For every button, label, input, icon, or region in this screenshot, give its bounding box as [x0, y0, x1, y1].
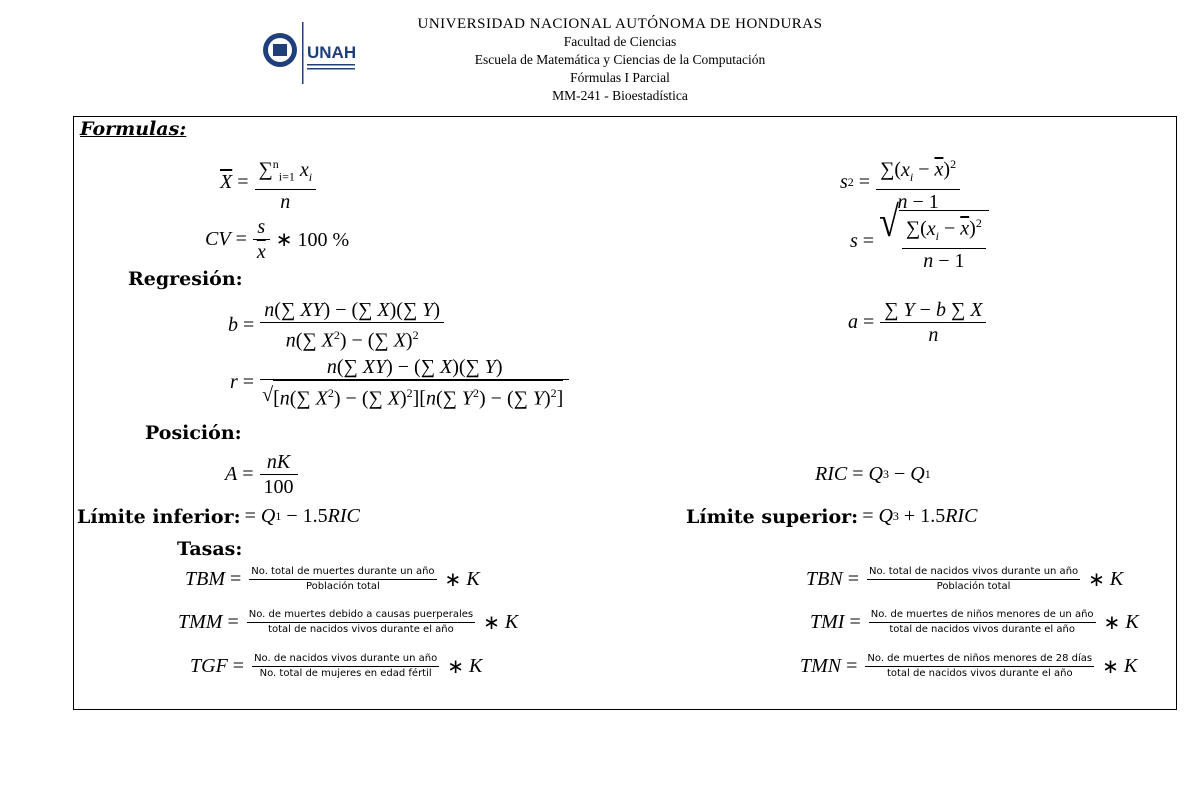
formula-ric: RIC = Q 3 − Q 1 — [815, 463, 931, 485]
section-tasas: Tasas: — [177, 538, 243, 560]
section-regresion: Regresión: — [128, 268, 243, 290]
formula-limite-inferior: Límite inferior: = Q 1 − 1.5 RIC — [77, 505, 360, 528]
formula-r: r = n(∑ XY) − (∑ X)(∑ Y) √ [n(∑ $X^2$) − (∑ X)$^2$][n(∑ $Y^2$) − (∑ Y)$^2$] — [230, 355, 570, 411]
formulas-title: Formulas: — [80, 118, 187, 140]
university-name: UNIVERSIDAD NACIONAL AUTÓNOMA DE HONDURAS — [417, 16, 823, 32]
formula-tmn: TMN = No. de muertes de niños menores de 28 días total de nacidos vivos durante el año ∗ K — [800, 653, 1138, 679]
formula-tmi: TMI = No. de muertes de niños menores de un año total de nacidos vivos durante el año ∗ K — [810, 609, 1139, 635]
svg-text:UNAH: UNAH — [307, 43, 357, 62]
formula-position-a: A = $\frac{nK}{100}$ — [225, 450, 299, 499]
formula-a: a = $\frac{\sum Y - b \sum X}{n}$ — [848, 298, 987, 347]
formula-tbn: TBN = No. total de nacidos vivos durante un año Población total ∗ K — [806, 566, 1124, 592]
document-header — [360, 15, 880, 105]
formula-tgf: TGF = No. de nacidos vivos durante un año No. total de mujeres en edad fértil ∗ K — [190, 653, 483, 679]
formula-b: b = $\frac{n(\sum XY) - (\sum X)(\sum Y)}{n(\sum X^2) - (\sum X)^2}$ — [228, 298, 445, 353]
document-title: Fórmulas I Parcial — [570, 70, 670, 85]
formula-limite-superior: Límite superior: = Q 3 + 1.5 RIC — [686, 505, 978, 528]
formula-cv: CV = $\frac{s}{x}$ ∗ 100 % — [205, 216, 350, 263]
formula-variance: s 2 = $\frac{\sum(x_i - \overline{x})^2}{n - 1}$ — [840, 152, 961, 214]
faculty-name: Facultad de Ciencias — [563, 34, 677, 49]
school-name: Escuela de Matemática y Ciencias de la Computación — [474, 52, 766, 67]
formula-mean: $\overline{X}$ = $\frac{\sum^n_{i=1} x_i}{n}$ — [220, 152, 317, 214]
section-posicion: Posición: — [145, 422, 242, 444]
formula-std-dev: s = √ $\frac{\sum(x_i - \overline{x})^2}{n - 1}$ — [850, 210, 989, 273]
formula-tbm: TBM = No. total de muertes durante un año Población total ∗ K — [185, 566, 480, 592]
formula-tmm: TMM = No. de muertes debido a causas puerperales total de nacidos vivos durante el año ∗ K — [178, 609, 519, 635]
unah-logo — [262, 14, 362, 84]
course-code: MM-241 - Bioestadística — [552, 88, 688, 103]
